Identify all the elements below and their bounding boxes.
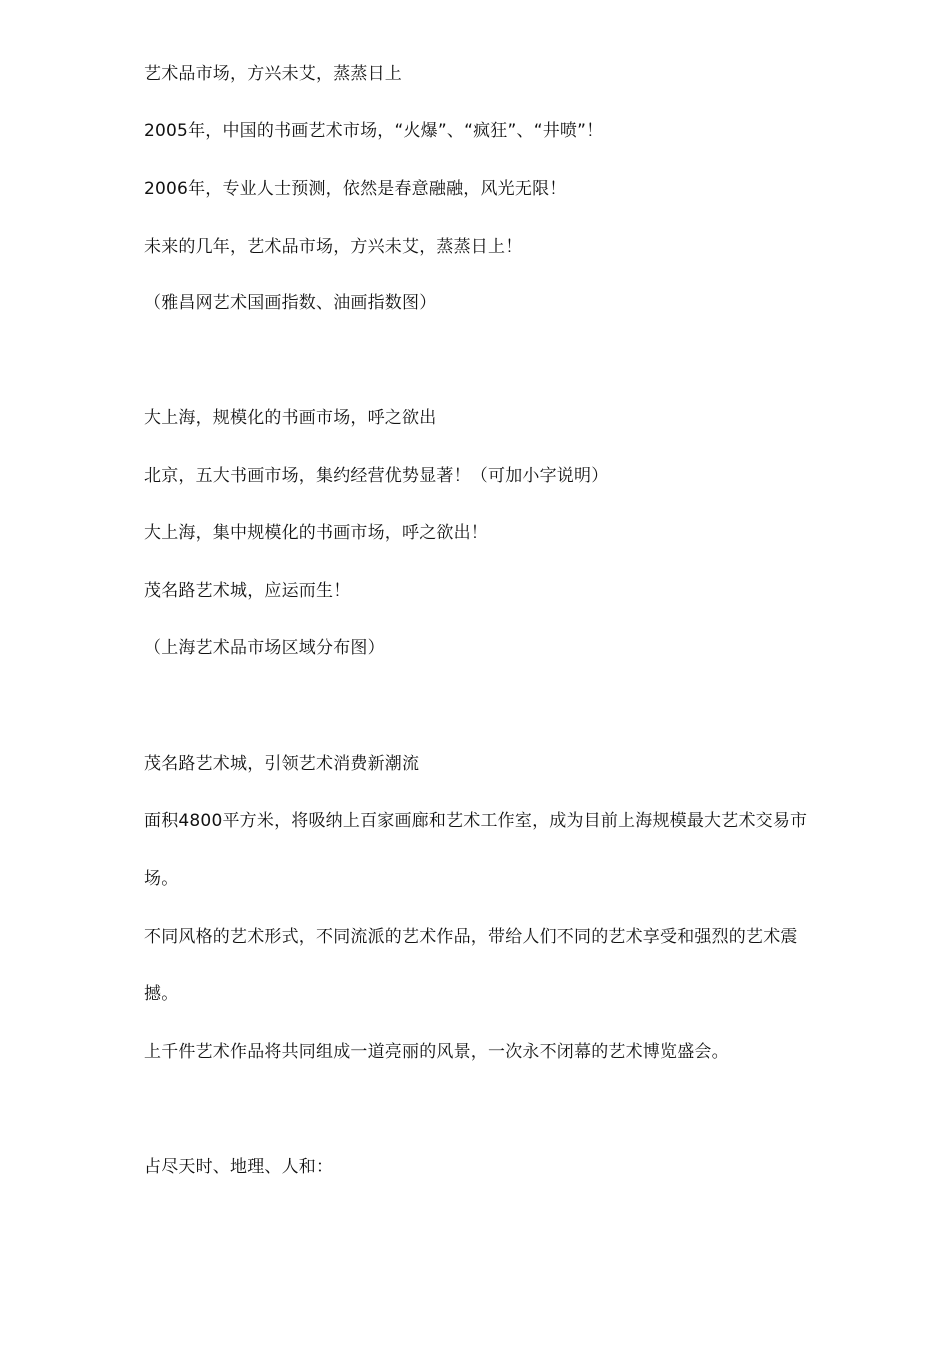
section-heading-maoming: 茂名路艺术城，引领艺术消费新潮流 bbox=[144, 754, 420, 774]
section-heading-market: 艺术品市场，方兴未艾，蒸蒸日上 bbox=[144, 64, 402, 84]
paragraph-line: 场。 bbox=[144, 869, 179, 889]
paragraph-line: 撼。 bbox=[144, 984, 179, 1004]
section-heading-advantages: 占尽天时、地理、人和： bbox=[144, 1157, 334, 1177]
paragraph-line: 大上海，集中规模化的书画市场，呼之欲出！ bbox=[144, 523, 488, 543]
paragraph-line: 茂名路艺术城，应运而生！ bbox=[144, 581, 351, 601]
paragraph-line: 上千件艺术作品将共同组成一道亮丽的风景，一次永不闭幕的艺术博览盛会。 bbox=[144, 1042, 729, 1062]
paragraph-line: 未来的几年，艺术品市场，方兴未艾，蒸蒸日上！ bbox=[144, 237, 523, 257]
section-heading-shanghai: 大上海，规模化的书画市场，呼之欲出 bbox=[144, 408, 437, 428]
paragraph-line: 2006年，专业人士预测，依然是春意融融，风光无限！ bbox=[144, 179, 567, 199]
paragraph-line: 2005年，中国的书画艺术市场，“火爆”、“疯狂”、“井喷”！ bbox=[144, 121, 604, 141]
paragraph-line: 面积4800平方米，将吸纳上百家画廊和艺术工作室，成为目前上海规模最大艺术交易市 bbox=[144, 811, 808, 831]
figure-note: （雅昌网艺术国画指数、油画指数图） bbox=[144, 293, 437, 313]
paragraph-line: 不同风格的艺术形式，不同流派的艺术作品，带给人们不同的艺术享受和强烈的艺术震 bbox=[144, 927, 798, 947]
paragraph-line: 北京，五大书画市场，集约经营优势显著！（可加小字说明） bbox=[144, 466, 609, 486]
figure-note: （上海艺术品市场区域分布图） bbox=[144, 638, 385, 658]
